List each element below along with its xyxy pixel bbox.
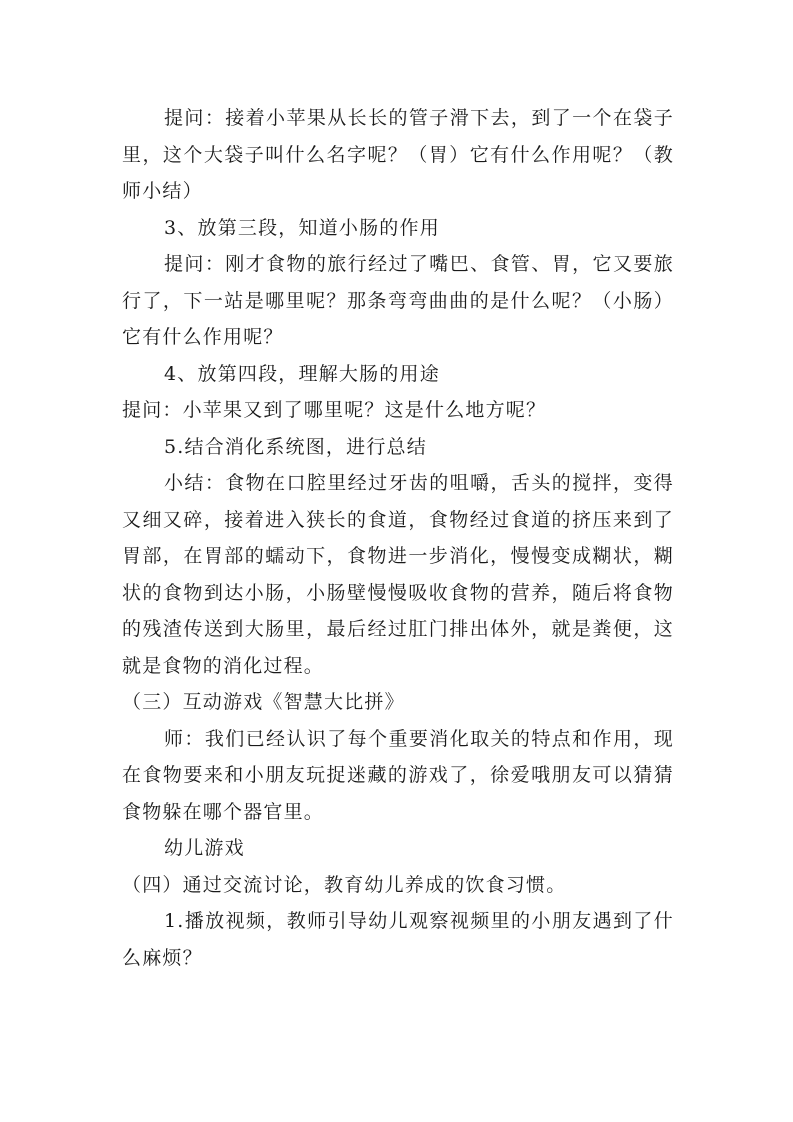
paragraph-video: 1.播放视频，教师引导幼儿观察视频里的小朋友遇到了什么麻烦？ xyxy=(122,910,674,969)
paragraph-summary: 小结：食物在口腔里经过牙齿的咀嚼，舌头的搅拌，变得又细又碎，接着进入狭长的食道，食物经过食道的挤压来到了胃部，在胃部的蠕动下，食物进一步消化，慢慢变成糊状，糊状的食物到达小肠，小肠壁慢慢吸收食物的营养，随后将食物的残渣传送到大肠里，最后经过肛门排出体外，就是粪便，这就是食物的消化过程。 xyxy=(122,472,674,677)
paragraph-step-4: 4、放第四段，理解大肠的用途 xyxy=(164,362,440,385)
paragraph-teacher: 师：我们已经认识了每个重要消化取关的特点和作用，现在食物要来和小朋友玩捉迷藏的游戏了，徐爱哦朋友可以猜猜食物躲在哪个器官里。 xyxy=(122,727,674,823)
paragraph-question-large-intestine: 提问：小苹果又到了哪里呢？这是什么地方呢？ xyxy=(122,399,547,421)
section-heading-discussion: （四）通过交流讨论，教育幼儿养成的饮食习惯。 xyxy=(122,873,567,896)
document-body xyxy=(122,100,674,976)
paragraph-question-small-intestine: 提问：刚才食物的旅行经过了嘴巴、食管、胃，它又要旅行了，下一站是哪里呢？那条弯弯曲曲的是什么呢？（小肠）它有什么作用呢？ xyxy=(122,253,674,348)
paragraph-step-5: 5.结合消化系统图，进行总结 xyxy=(164,435,427,458)
paragraph-child-game: 幼儿游戏 xyxy=(164,837,245,859)
paragraph-step-3: 3、放第三段，知道小肠的作用 xyxy=(164,216,440,239)
paragraph-question-stomach: 提问：接着小苹果从长长的管子滑下去，到了一个在袋子里，这个大袋子叫什么名字呢？（胃）它有什么作用呢？（教师小结） xyxy=(122,107,674,202)
section-heading-game: （三）互动游戏《智慧大比拼》 xyxy=(122,691,405,713)
